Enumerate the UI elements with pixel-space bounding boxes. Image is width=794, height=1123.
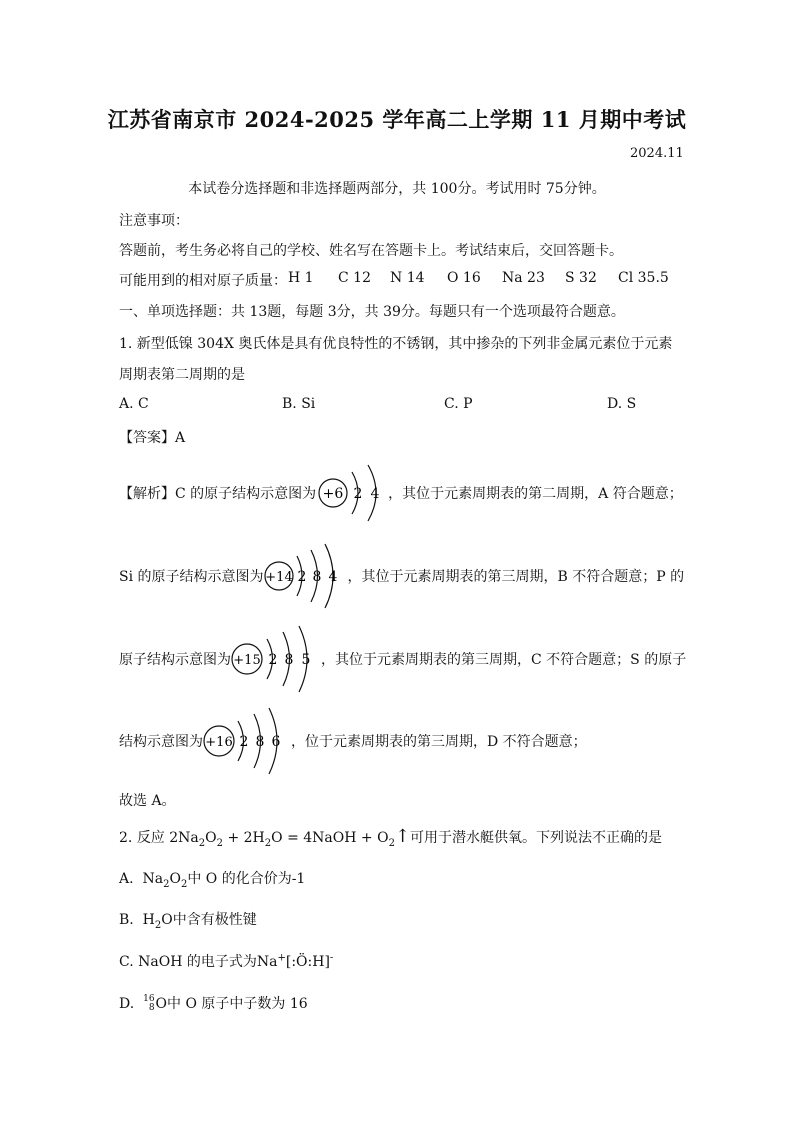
q2-option-c[interactable]: C. NaOH 的电子式为Na+[:Ö:H]-: [119, 952, 334, 970]
q2-option-d[interactable]: D. 16 8O中 O 原子中子数为 16: [119, 994, 308, 1013]
exam-date: 2024.11: [630, 146, 684, 161]
q1-conclusion: 故选 A。: [119, 793, 176, 809]
atom-s-shell-2: 8: [255, 734, 265, 750]
atom-p-shell-3: 5: [301, 652, 311, 668]
atomic-mass-n: N 14: [390, 270, 425, 286]
q2-react-word: 反应: [136, 830, 165, 846]
analysis-s-suffix: ，位于元素周期表的第三周期，D 不符合题意；: [291, 734, 587, 750]
atom-p-shell-2: 8: [284, 652, 294, 668]
atom-si-shell-3: 4: [328, 569, 337, 585]
q1-answer: 【答案】A: [119, 430, 186, 446]
atom-c-nucleus: +6: [322, 486, 344, 502]
q2-equation: $2Na_2O_2 + 2H_2O$ = 4NaOH + $O_2↑$: [169, 826, 411, 849]
analysis-si-prefix: Si 的原子结构示意图为: [119, 569, 264, 585]
q1-analysis-line4: [119, 706, 587, 776]
attention-heading: 注意事项：: [119, 213, 189, 229]
atom-p-shell-1: 2: [268, 652, 278, 668]
atomic-mass-o: O 16: [447, 270, 481, 286]
atomic-mass-label: 可能用到的相对原子质量：: [119, 273, 287, 289]
atomic-mass-h: H 1: [288, 270, 314, 286]
atom-c-shell-1: 2: [353, 486, 363, 502]
atomic-mass-cl: Cl 35.5: [618, 270, 669, 286]
atom-si-shell-2: 8: [312, 569, 321, 585]
q1-option-c[interactable]: C. P: [444, 396, 473, 412]
attention-text: 答题前，考生务必将自己的学校、姓名写在答题卡上。考试结束后，交回答题卡。: [119, 243, 623, 259]
q1-analysis-line2: [119, 542, 684, 610]
q2-stem: [119, 826, 662, 849]
page-title: 江苏省南京市 2024-2025 学年高二上学期 11 月期中考试: [107, 107, 687, 132]
atomic-mass-s: S 32: [565, 270, 597, 286]
atom-si-nucleus: +14: [264, 570, 293, 585]
atom-p-nucleus: +15: [233, 653, 261, 668]
analysis-c-prefix: 【解析】C 的原子结构示意图为: [119, 486, 317, 502]
atom-c-shell-2: 4: [370, 486, 380, 502]
intro-note: 本试卷分选择题和非选择题两部分，共 100分。考试用时 75分钟。: [188, 181, 606, 197]
analysis-si-suffix: ，其位于元素周期表的第三周期，B 不符合题意；P 的: [347, 569, 685, 585]
analysis-p-prefix: 原子结构示意图为: [119, 652, 231, 668]
q2-option-b[interactable]: B. $H_2O$中含有极性键: [119, 912, 257, 931]
atom-diagram-si: [264, 542, 348, 610]
isotope-notation: 16 8: [143, 994, 155, 1013]
atom-diagram-c: [316, 462, 388, 524]
atom-diagram-p: [231, 624, 321, 694]
atom-s-nucleus: +16: [205, 735, 233, 750]
q2-number: 2.: [119, 830, 133, 846]
q1-stem-line2: 周期表第二周期的是: [119, 367, 245, 383]
q1-option-d[interactable]: D. S: [607, 396, 637, 412]
atom-si-shell-1: 2: [297, 569, 306, 585]
q2-option-a[interactable]: A. $Na_2O_2$中 O 的化合价为-1: [119, 871, 306, 890]
q1-analysis-line1: [119, 462, 683, 524]
q2-stem-suffix: 可用于潜水艇供氧。下列说法不正确的是: [410, 830, 663, 846]
q1-analysis-line3: [119, 624, 686, 694]
atom-s-shell-3: 6: [271, 734, 281, 750]
q1-option-b[interactable]: B. Si: [282, 396, 316, 412]
section-heading: 一、单项选择题：共 13题，每题 3分，共 39分。每题只有一个选项最符合题意。: [119, 304, 625, 320]
atom-s-shell-1: 2: [239, 734, 249, 750]
analysis-c-suffix: ，其位于元素周期表的第二周期，A 符合题意；: [388, 486, 683, 502]
atomic-mass-na: Na 23: [502, 270, 545, 286]
analysis-p-suffix: ，其位于元素周期表的第三周期，C 不符合题意；S 的原子: [321, 652, 687, 668]
atom-diagram-s: [203, 706, 291, 776]
q1-option-a[interactable]: A. C: [119, 396, 149, 412]
atomic-mass-line: [119, 270, 287, 290]
analysis-s-prefix: 结构示意图为: [119, 734, 203, 750]
atomic-mass-c: C 12: [338, 270, 371, 286]
q1-stem-line1: 1. 新型低镍 304X 奥氏体是具有优良特性的不锈钢，其中掺杂的下列非金属元素位于元素: [119, 336, 673, 352]
